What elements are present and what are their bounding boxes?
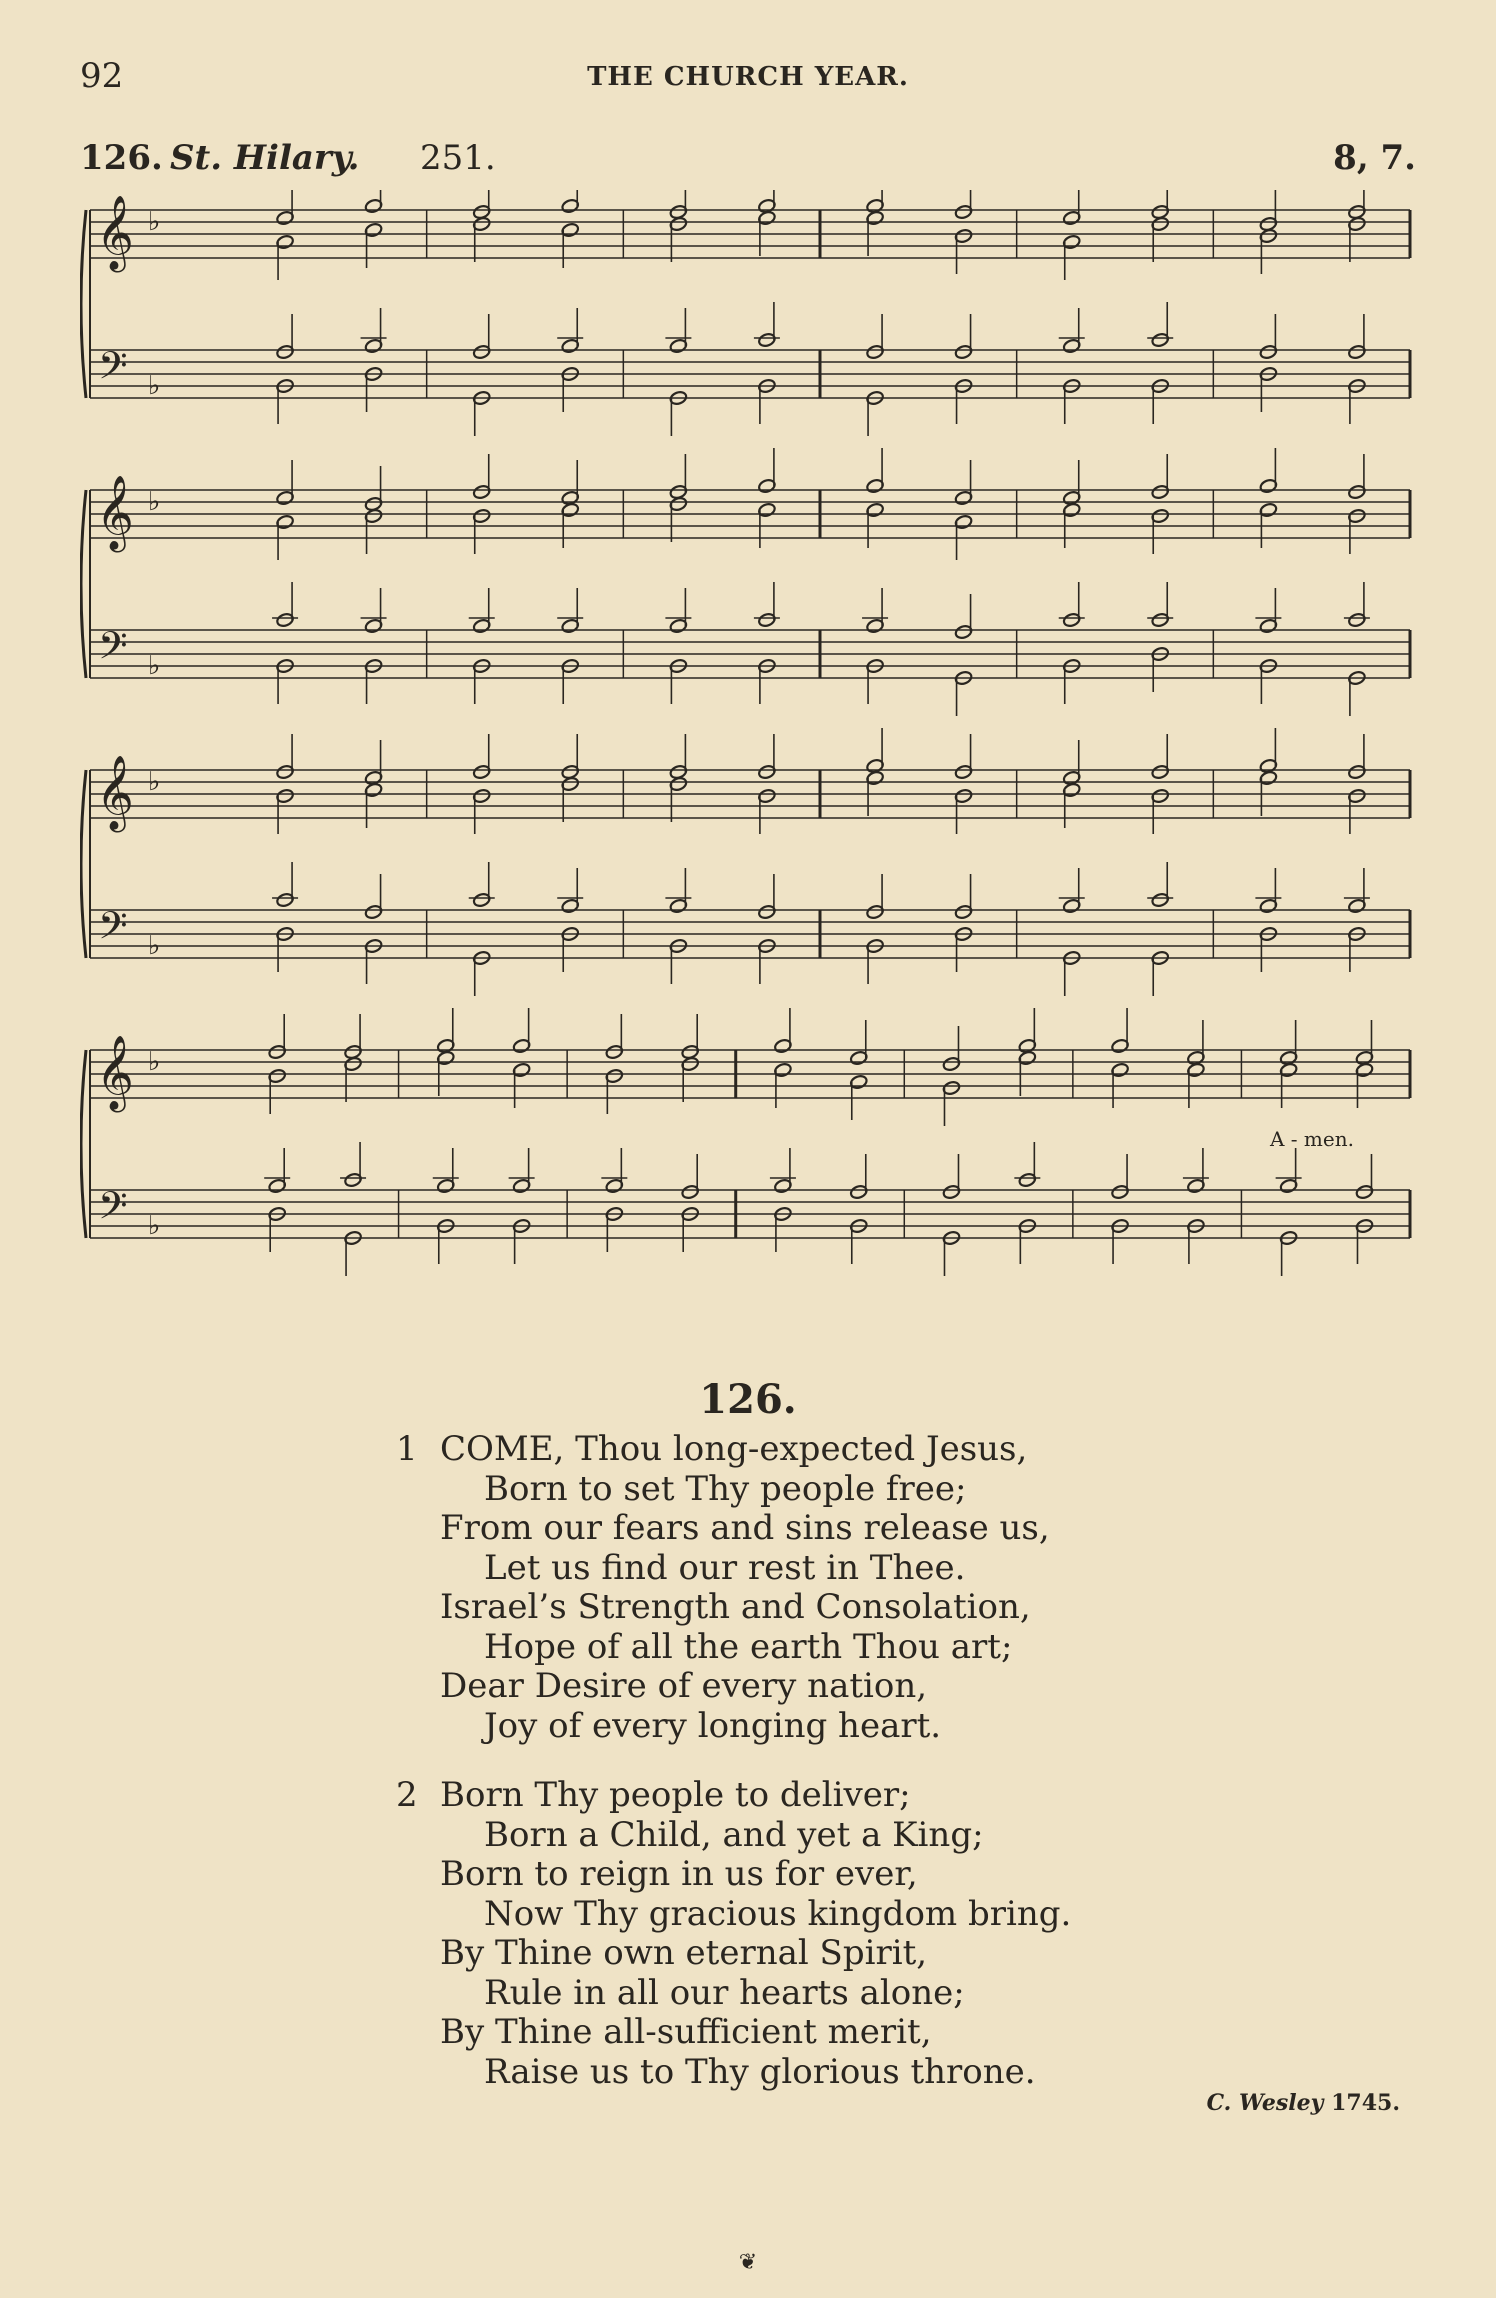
flat-icon: ♭ [148,651,161,681]
flat-icon: ♭ [148,207,161,237]
tune-header [80,138,1416,188]
treble-clef-icon: 𝄞 [96,476,134,550]
score-notation [80,190,1420,1350]
treble-clef-icon: 𝄞 [96,1036,134,1110]
treble-clef-icon: 𝄞 [96,196,134,270]
verse-line: Now Thy gracious kingdom bring. [484,1893,1072,1934]
verse-line: Raise us to Thy glorious throne. [484,2051,1036,2092]
tune-meter: 8, 7. [1333,138,1416,178]
bass-clef-icon: 𝄢 [98,623,128,677]
hymn-verses [396,1429,1140,2122]
ornament-icon: ❦ [738,2250,758,2275]
verse-line: By Thine all-sufficient merit, [440,2012,932,2052]
verse-1 [396,1429,1140,1746]
verse-line: 2 Born Thy people to deliver; [396,1775,911,1815]
flat-icon: ♭ [148,487,161,517]
brace-mark [81,490,86,678]
tune-number: 126. [80,138,163,178]
flat-icon: ♭ [148,1047,161,1077]
verse-line: Dear Desire of every nation, [440,1666,928,1706]
verse-line: Born a Child, and yet a King; [484,1814,984,1855]
verse-line: 1 COME, Thou long-expected Jesus, [396,1429,1028,1469]
brace-mark [81,1050,86,1238]
year: 1745. [1331,2090,1400,2116]
verse-line: Joy of every longing heart. [484,1705,942,1746]
running-title: THE CHURCH YEAR. [587,62,909,92]
page-number: 92 [80,56,124,96]
verse-line: Israel’s Strength and Consolation, [440,1587,1031,1627]
running-head [80,56,1416,106]
verse-line: Born to set Thy people free; [484,1468,967,1509]
tune-reference: 251. [420,138,496,178]
brace-mark [81,770,86,958]
verse-line: Let us find our rest in Thee. [484,1547,966,1588]
music-score [80,190,1420,1350]
tune-name: St. Hilary. [170,138,360,178]
verse-line: Rule in all our hearts alone; [484,1972,965,2013]
attribution [1207,2090,1400,2116]
verse-line: By Thine own eternal Spirit, [440,1933,928,1973]
verse-number: 1 [396,1429,418,1469]
flat-icon: ♭ [148,371,161,401]
verse-line: Hope of all the earth Thou art; [484,1626,1013,1667]
bass-clef-icon: 𝄢 [98,1183,128,1237]
flat-icon: ♭ [148,931,161,961]
hymn-number: 126. [699,1376,797,1423]
brace-mark [81,210,86,398]
bass-clef-icon: 𝄢 [98,343,128,397]
flat-icon: ♭ [148,1211,161,1241]
verse-number: 2 [396,1775,418,1815]
bass-clef-icon: 𝄢 [98,903,128,957]
author: C. Wesley [1206,2090,1324,2116]
flat-icon: ♭ [148,767,161,797]
verse-2 [396,1775,1140,2092]
treble-clef-icon: 𝄞 [96,756,134,830]
verse-line: From our fears and sins release us, [440,1508,1050,1548]
amen-text: A - men. [1270,1127,1354,1151]
verse-line: Born to reign in us for ever, [440,1854,918,1894]
